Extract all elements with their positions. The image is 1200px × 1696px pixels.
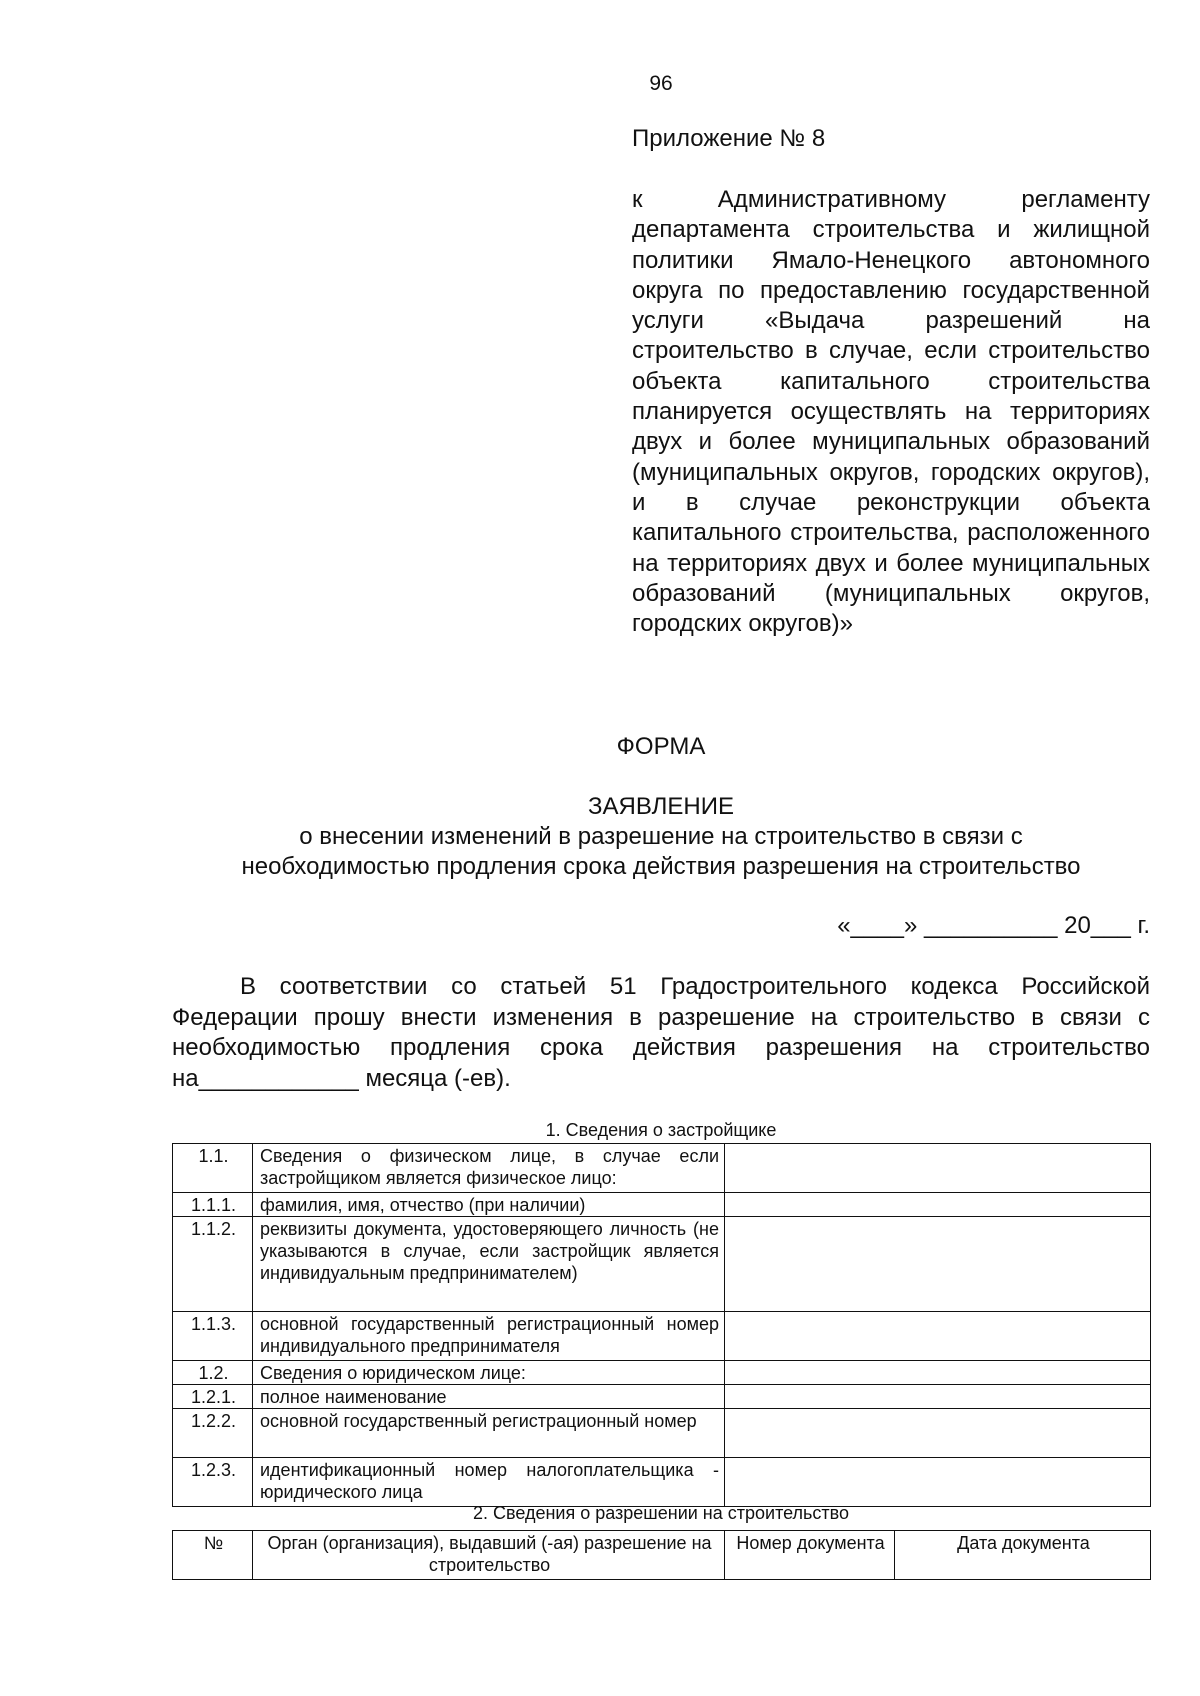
table-row [173,1385,1151,1409]
statement-paragraph [172,972,1150,1094]
annex-title: Приложение № 8 [632,125,826,152]
application-title [172,792,1150,882]
table-row [173,1217,1151,1312]
form-label: ФОРМА [616,733,706,760]
months-blank[interactable]: ____________ [198,1064,359,1092]
row-number: 1.2.2. [173,1409,253,1458]
row-value-cell[interactable] [725,1361,1151,1385]
developer-info-table [172,1143,1151,1507]
table-row [173,1193,1151,1217]
table-row [173,1144,1151,1193]
row-label: полное наименование [253,1385,725,1409]
table-row [173,1458,1151,1507]
row-label: реквизиты документа, удостоверяющего личность (не указываются в случае, если застройщик является индивидуальным предпринимателем) [253,1217,725,1312]
row-number: 1.2.1. [173,1385,253,1409]
table-row [173,1409,1151,1458]
table-header-row [173,1531,1151,1580]
header-num: № [173,1531,253,1580]
statement-tail: месяца (-ев). [358,1064,511,1092]
table-row [173,1312,1151,1361]
row-number: 1.1. [173,1144,253,1193]
row-value-cell[interactable] [725,1193,1151,1217]
row-value-cell[interactable] [725,1312,1151,1361]
page-number: 96 [649,72,673,95]
application-title-line1: о внесении изменений в разрешение на строительство в связи с [299,823,1023,850]
header-doc-date: Дата документа [895,1531,1151,1580]
table-row [173,1361,1151,1385]
row-label: основной государственный регистрационный номер индивидуального предпринимателя [253,1312,725,1361]
row-value-cell[interactable] [725,1385,1151,1409]
row-number: 1.1.3. [173,1312,253,1361]
row-value-cell[interactable] [725,1458,1151,1507]
row-label: фамилия, имя, отчество (при наличии) [253,1193,725,1217]
row-label: основной государственный регистрационный номер [253,1409,725,1458]
header-doc-number: Номер документа [725,1531,895,1580]
row-label: идентификационный номер налогоплательщика - юридического лица [253,1458,725,1507]
row-number: 1.2. [173,1361,253,1385]
row-number: 1.2.3. [173,1458,253,1507]
row-number: 1.1.2. [173,1217,253,1312]
header-organ: Орган (организация), выдавший (-ая) разрешение на строительство [253,1531,725,1580]
section1-caption: 1. Сведения о застройщике [545,1120,777,1140]
date-line[interactable]: «____» __________ 20___ г. [837,912,1150,939]
annex-body: к Административному регламенту департамента строительства и жилищной политики Ямало-Ненецкого автономного округа по предоставлению государственной услуги «Выдача разрешений на строительство в случае, если строительство объекта капитального строительства планируется осуществлять на территориях двух и более муниципальных образований (муниципальных округов, городских округов), и в случае реконструкции объекта капитального строительства, расположенного на территориях двух и более муниципальных образований (муниципальных округов, городских округов)» [632,186,1150,638]
row-label: Сведения о юридическом лице: [253,1361,725,1385]
application-title-line2: необходимостью продления срока действия разрешения на строительство [241,853,1081,880]
section2-caption: 2. Сведения о разрешении на строительство [472,1503,850,1523]
row-label: Сведения о физическом лице, в случае если застройщиком является физическое лицо: [253,1144,725,1193]
row-value-cell[interactable] [725,1144,1151,1193]
statement-text: В соответствии со статьей 51 Градостроительного кодекса Российской Федерации прошу внести изменения в разрешение на строительство в связи с необходимостью продления срока действия разрешения на строительство на [172,973,1150,1092]
statement [172,972,1150,1094]
application-title-main: ЗАЯВЛЕНИЕ [588,793,734,820]
row-number: 1.1.1. [173,1193,253,1217]
permit-info-table [172,1530,1151,1580]
row-value-cell[interactable] [725,1409,1151,1458]
row-value-cell[interactable] [725,1217,1151,1312]
